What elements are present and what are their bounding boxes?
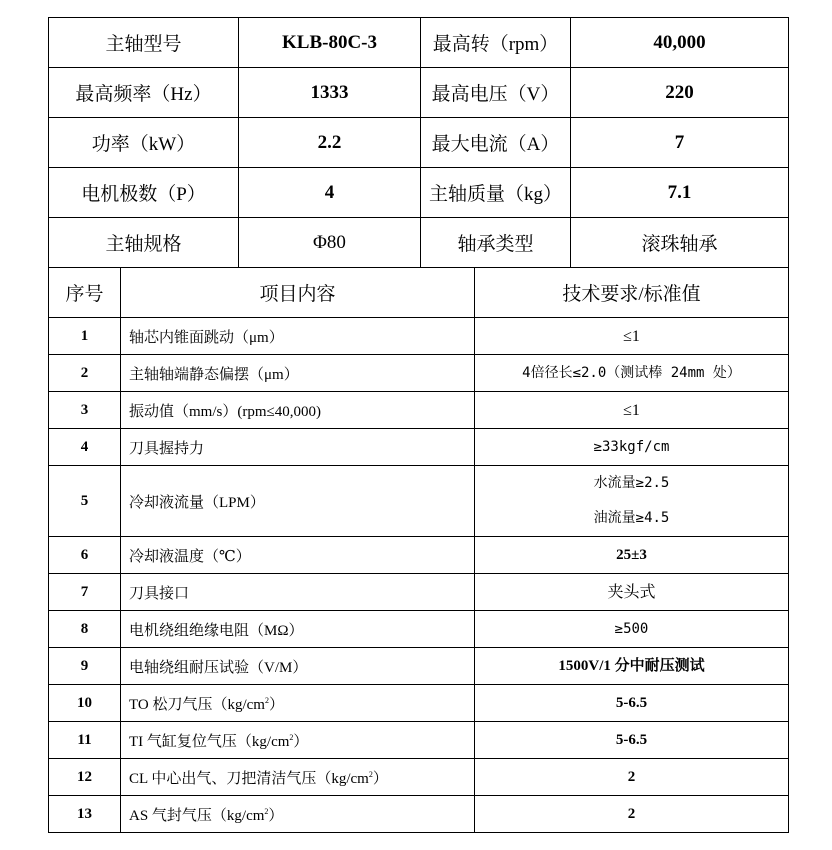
item-name-text: CL 中心出气、刀把清洁气压（kg/cm bbox=[129, 770, 369, 787]
item-name-text: AS 气封气压（kg/cm bbox=[129, 807, 265, 824]
spec-label: 轴承类型 bbox=[421, 218, 571, 268]
spec-label: 电机极数（P） bbox=[49, 168, 239, 218]
table-row bbox=[49, 796, 789, 833]
item-name-text: 主轴轴端静态偏摆（μm） bbox=[129, 366, 299, 383]
item-number: 1 bbox=[49, 318, 121, 355]
item-value-line: 4倍径长≤2.0（测试棒 24mm 处） bbox=[522, 364, 741, 381]
item-value-line: 5-6.5 bbox=[615, 694, 648, 711]
spec-label: 最高转（rpm） bbox=[421, 18, 571, 68]
table-row bbox=[49, 648, 789, 685]
item-value bbox=[475, 685, 789, 722]
item-name bbox=[121, 537, 475, 574]
item-name bbox=[121, 685, 475, 722]
item-name-text: TO 松刀气压（kg/cm bbox=[129, 696, 265, 713]
table-row bbox=[49, 466, 789, 537]
item-value-line: 夹头式 bbox=[607, 583, 656, 601]
item-value-line: 25±3 bbox=[616, 546, 647, 563]
item-number: 10 bbox=[49, 685, 121, 722]
table-row bbox=[49, 574, 789, 611]
item-number: 8 bbox=[49, 611, 121, 648]
spindle-spec-table bbox=[48, 17, 789, 268]
item-name-tail: ） bbox=[293, 733, 309, 750]
table-row bbox=[49, 355, 789, 392]
spec-value: 4 bbox=[239, 168, 421, 218]
spec-label: 最高电压（V） bbox=[421, 68, 571, 118]
spec-label: 主轴规格 bbox=[49, 218, 239, 268]
item-name-text: 刀具握持力 bbox=[129, 440, 205, 457]
spec-value: Φ80 bbox=[239, 218, 421, 268]
item-value-line: ≥500 bbox=[614, 620, 649, 637]
item-value-line: 5-6.5 bbox=[615, 731, 648, 748]
item-value bbox=[475, 429, 789, 466]
item-name-text: 刀具接口 bbox=[129, 585, 190, 602]
spec-value: KLB-80C-3 bbox=[239, 18, 421, 68]
item-name-tail: ） bbox=[268, 807, 284, 824]
table-row bbox=[49, 722, 789, 759]
item-name bbox=[121, 759, 475, 796]
item-number: 3 bbox=[49, 392, 121, 429]
item-name bbox=[121, 611, 475, 648]
item-value-line: 2 bbox=[627, 805, 636, 822]
spec-label: 功率（kW） bbox=[49, 118, 239, 168]
item-name-text: 电轴绕组耐压试验（V/M） bbox=[129, 659, 308, 676]
spec-label: 最高频率（Hz） bbox=[49, 68, 239, 118]
item-name bbox=[121, 466, 475, 537]
unit-superscript: 2 bbox=[289, 732, 294, 742]
spec-value: 7.1 bbox=[571, 168, 789, 218]
item-name bbox=[121, 648, 475, 685]
item-name bbox=[121, 429, 475, 466]
item-value bbox=[475, 355, 789, 392]
table-row bbox=[49, 611, 789, 648]
item-name bbox=[121, 722, 475, 759]
item-value bbox=[475, 759, 789, 796]
items-header-row bbox=[49, 268, 789, 318]
header-item: 项目内容 bbox=[121, 268, 475, 318]
spec-row bbox=[49, 168, 789, 218]
item-name bbox=[121, 796, 475, 833]
item-value-line: ≤1 bbox=[623, 327, 640, 345]
item-number: 6 bbox=[49, 537, 121, 574]
item-number: 2 bbox=[49, 355, 121, 392]
item-value bbox=[475, 574, 789, 611]
item-value-line: 2 bbox=[627, 768, 636, 785]
spec-value: 2.2 bbox=[239, 118, 421, 168]
item-number: 11 bbox=[49, 722, 121, 759]
table-row bbox=[49, 759, 789, 796]
table-row bbox=[49, 537, 789, 574]
item-name-tail: ） bbox=[268, 696, 284, 713]
inspection-items-table bbox=[48, 267, 789, 833]
spec-row bbox=[49, 118, 789, 168]
item-value-line: ≥33kgf/cm bbox=[593, 438, 670, 455]
item-number: 13 bbox=[49, 796, 121, 833]
spec-row bbox=[49, 18, 789, 68]
item-name-text: 冷却液流量（LPM） bbox=[129, 494, 265, 511]
unit-superscript: 2 bbox=[264, 806, 269, 816]
spec-value: 40,000 bbox=[571, 18, 789, 68]
spec-label: 主轴型号 bbox=[49, 18, 239, 68]
table-row bbox=[49, 429, 789, 466]
item-value-line: 油流量≥4.5 bbox=[593, 510, 670, 526]
item-value bbox=[475, 392, 789, 429]
spec-value: 7 bbox=[571, 118, 789, 168]
item-name bbox=[121, 392, 475, 429]
spec-value: 1333 bbox=[239, 68, 421, 118]
item-value bbox=[475, 611, 789, 648]
item-value bbox=[475, 318, 789, 355]
header-no: 序号 bbox=[49, 268, 121, 318]
spec-label: 最大电流（A） bbox=[421, 118, 571, 168]
spec-value: 滚珠轴承 bbox=[571, 218, 789, 268]
spec-value: 220 bbox=[571, 68, 789, 118]
item-value-line: 1500V/1 分中耐压测试 bbox=[558, 657, 705, 674]
item-name bbox=[121, 355, 475, 392]
item-value-line: ≤1 bbox=[623, 401, 640, 419]
item-number: 9 bbox=[49, 648, 121, 685]
item-value-line: 水流量≥2.5 bbox=[593, 475, 670, 491]
spec-row bbox=[49, 218, 789, 268]
spec-row bbox=[49, 68, 789, 118]
item-value bbox=[475, 796, 789, 833]
table-row bbox=[49, 685, 789, 722]
item-name-text: 电机绕组绝缘电阻（MΩ） bbox=[129, 622, 304, 639]
table-row bbox=[49, 318, 789, 355]
table-row bbox=[49, 392, 789, 429]
item-name bbox=[121, 318, 475, 355]
item-number: 4 bbox=[49, 429, 121, 466]
item-value bbox=[475, 537, 789, 574]
item-value bbox=[475, 648, 789, 685]
unit-superscript: 2 bbox=[368, 769, 373, 779]
item-number: 5 bbox=[49, 466, 121, 537]
item-name bbox=[121, 574, 475, 611]
unit-superscript: 2 bbox=[264, 695, 269, 705]
item-value bbox=[475, 466, 789, 537]
item-name-tail: ） bbox=[372, 770, 388, 787]
header-value: 技术要求/标准值 bbox=[475, 268, 789, 318]
item-name-text: 振动值（mm/s）(rpm≤40,000) bbox=[129, 403, 321, 420]
spec-label: 主轴质量（kg） bbox=[421, 168, 571, 218]
spindle-spec-sheet bbox=[48, 17, 788, 833]
item-name-text: TI 气缸复位气压（kg/cm bbox=[129, 733, 290, 750]
item-name-text: 轴芯内锥面跳动（μm） bbox=[129, 329, 284, 346]
item-value bbox=[475, 722, 789, 759]
item-number: 7 bbox=[49, 574, 121, 611]
item-number: 12 bbox=[49, 759, 121, 796]
item-name-text: 冷却液温度（℃） bbox=[129, 548, 251, 565]
